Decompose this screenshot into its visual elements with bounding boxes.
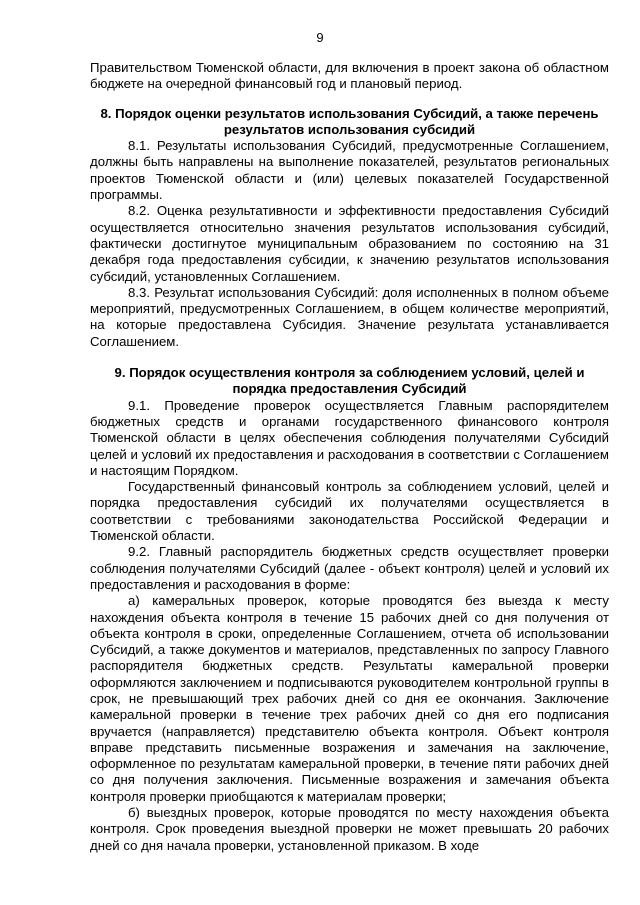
section-8-heading: 8. Порядок оценки результатов использования Субсидий, а также перечень результатов использования субсидий bbox=[100, 105, 599, 137]
paragraph-9-1: 9.1. Проведение проверок осуществляется Главным распорядителем бюджетных средств и органами государственного финансового контроля Тюменской области в целях обеспечения соблюдения получателями Субсидий целей и условий их предоставления и расходования в соответствии с Соглашением и настоящим Порядком. bbox=[90, 397, 609, 478]
page-number: 9 bbox=[316, 30, 324, 45]
page-body bbox=[90, 60, 609, 854]
paragraph-8-3: 8.3. Результат использования Субсидий: доля исполненных в полном объеме мероприятий, предусмотренных Соглашением, в общем количестве мероприятий, на которые предоставлена Субсидия. Значение результата устанавливается Соглашением. bbox=[90, 284, 609, 349]
paragraph-9-2-b: б) выездных проверок, которые проводятся по месту нахождения объекта контроля. Срок проведения выездной проверки не может превышать 20 рабочих дней со дня начала проверки, установленной приказом. В ходе bbox=[90, 805, 609, 853]
section-9-heading: 9. Порядок осуществления контроля за соблюдением условий, целей и порядка предоставления Субсидий bbox=[114, 365, 585, 397]
paragraph-8-2: 8.2. Оценка результативности и эффективности предоставления Субсидий осуществляется относительно значения результатов использования субсидий, фактически достигнутое муниципальным образованием по состоянию на 31 декабря года предоставления субсидии, к значению результатов использования субсидий, установленных Соглашением. bbox=[90, 203, 609, 284]
paragraph-8-1: 8.1. Результаты использования Субсидий, предусмотренные Соглашением, должны быть направлены на выполнение показателей, результатов региональных проектов Тюменской области и (или) целевых показателей Государственной программы. bbox=[90, 138, 609, 203]
paragraph-9-1-state-control: Государственный финансовый контроль за соблюдением условий, целей и порядка предоставления субсидий их получателями осуществляется в соответствии с требованиями законодательства Российской Федерации и Тюменской области. bbox=[90, 479, 609, 544]
paragraph-9-2: 9.2. Главный распорядитель бюджетных средств осуществляет проверки соблюдения получателями Субсидий (далее - объект контроля) целей и условий их предоставления и расходования в форме: bbox=[90, 544, 609, 592]
paragraph-continuation: Правительством Тюменской области, для включения в проект закона об областном бюджете на очередной финансовый год и плановый период. bbox=[90, 60, 609, 92]
paragraph-9-2-a: а) камеральных проверок, которые проводятся без выезда к месту нахождения объекта контроля в течение 15 рабочих дней со дня получения от объекта контроля в сроки, определенные Соглашением, отчета об использовании Субсидий, а также документов и материалов, представленных по запросу Главного распорядителя бюджетных средств. Результаты камеральной проверки оформляются заключением и подписываются руководителем контрольной группы в срок, не превышающий трех рабочих дней со дня ее окончания. Заключение камеральной проверки в течение трех рабочих дней со дня его подписания вручается (направляется) представителю объекта контроля. Объект контроля вправе представить письменные возражения и замечания на заключение, оформленное по результатам камеральной проверки, в течение пяти рабочих дней со дня получения заключения. Письменные возражения и замечания объекта контроля проверки приобщаются к материалам проверки; bbox=[90, 593, 609, 804]
